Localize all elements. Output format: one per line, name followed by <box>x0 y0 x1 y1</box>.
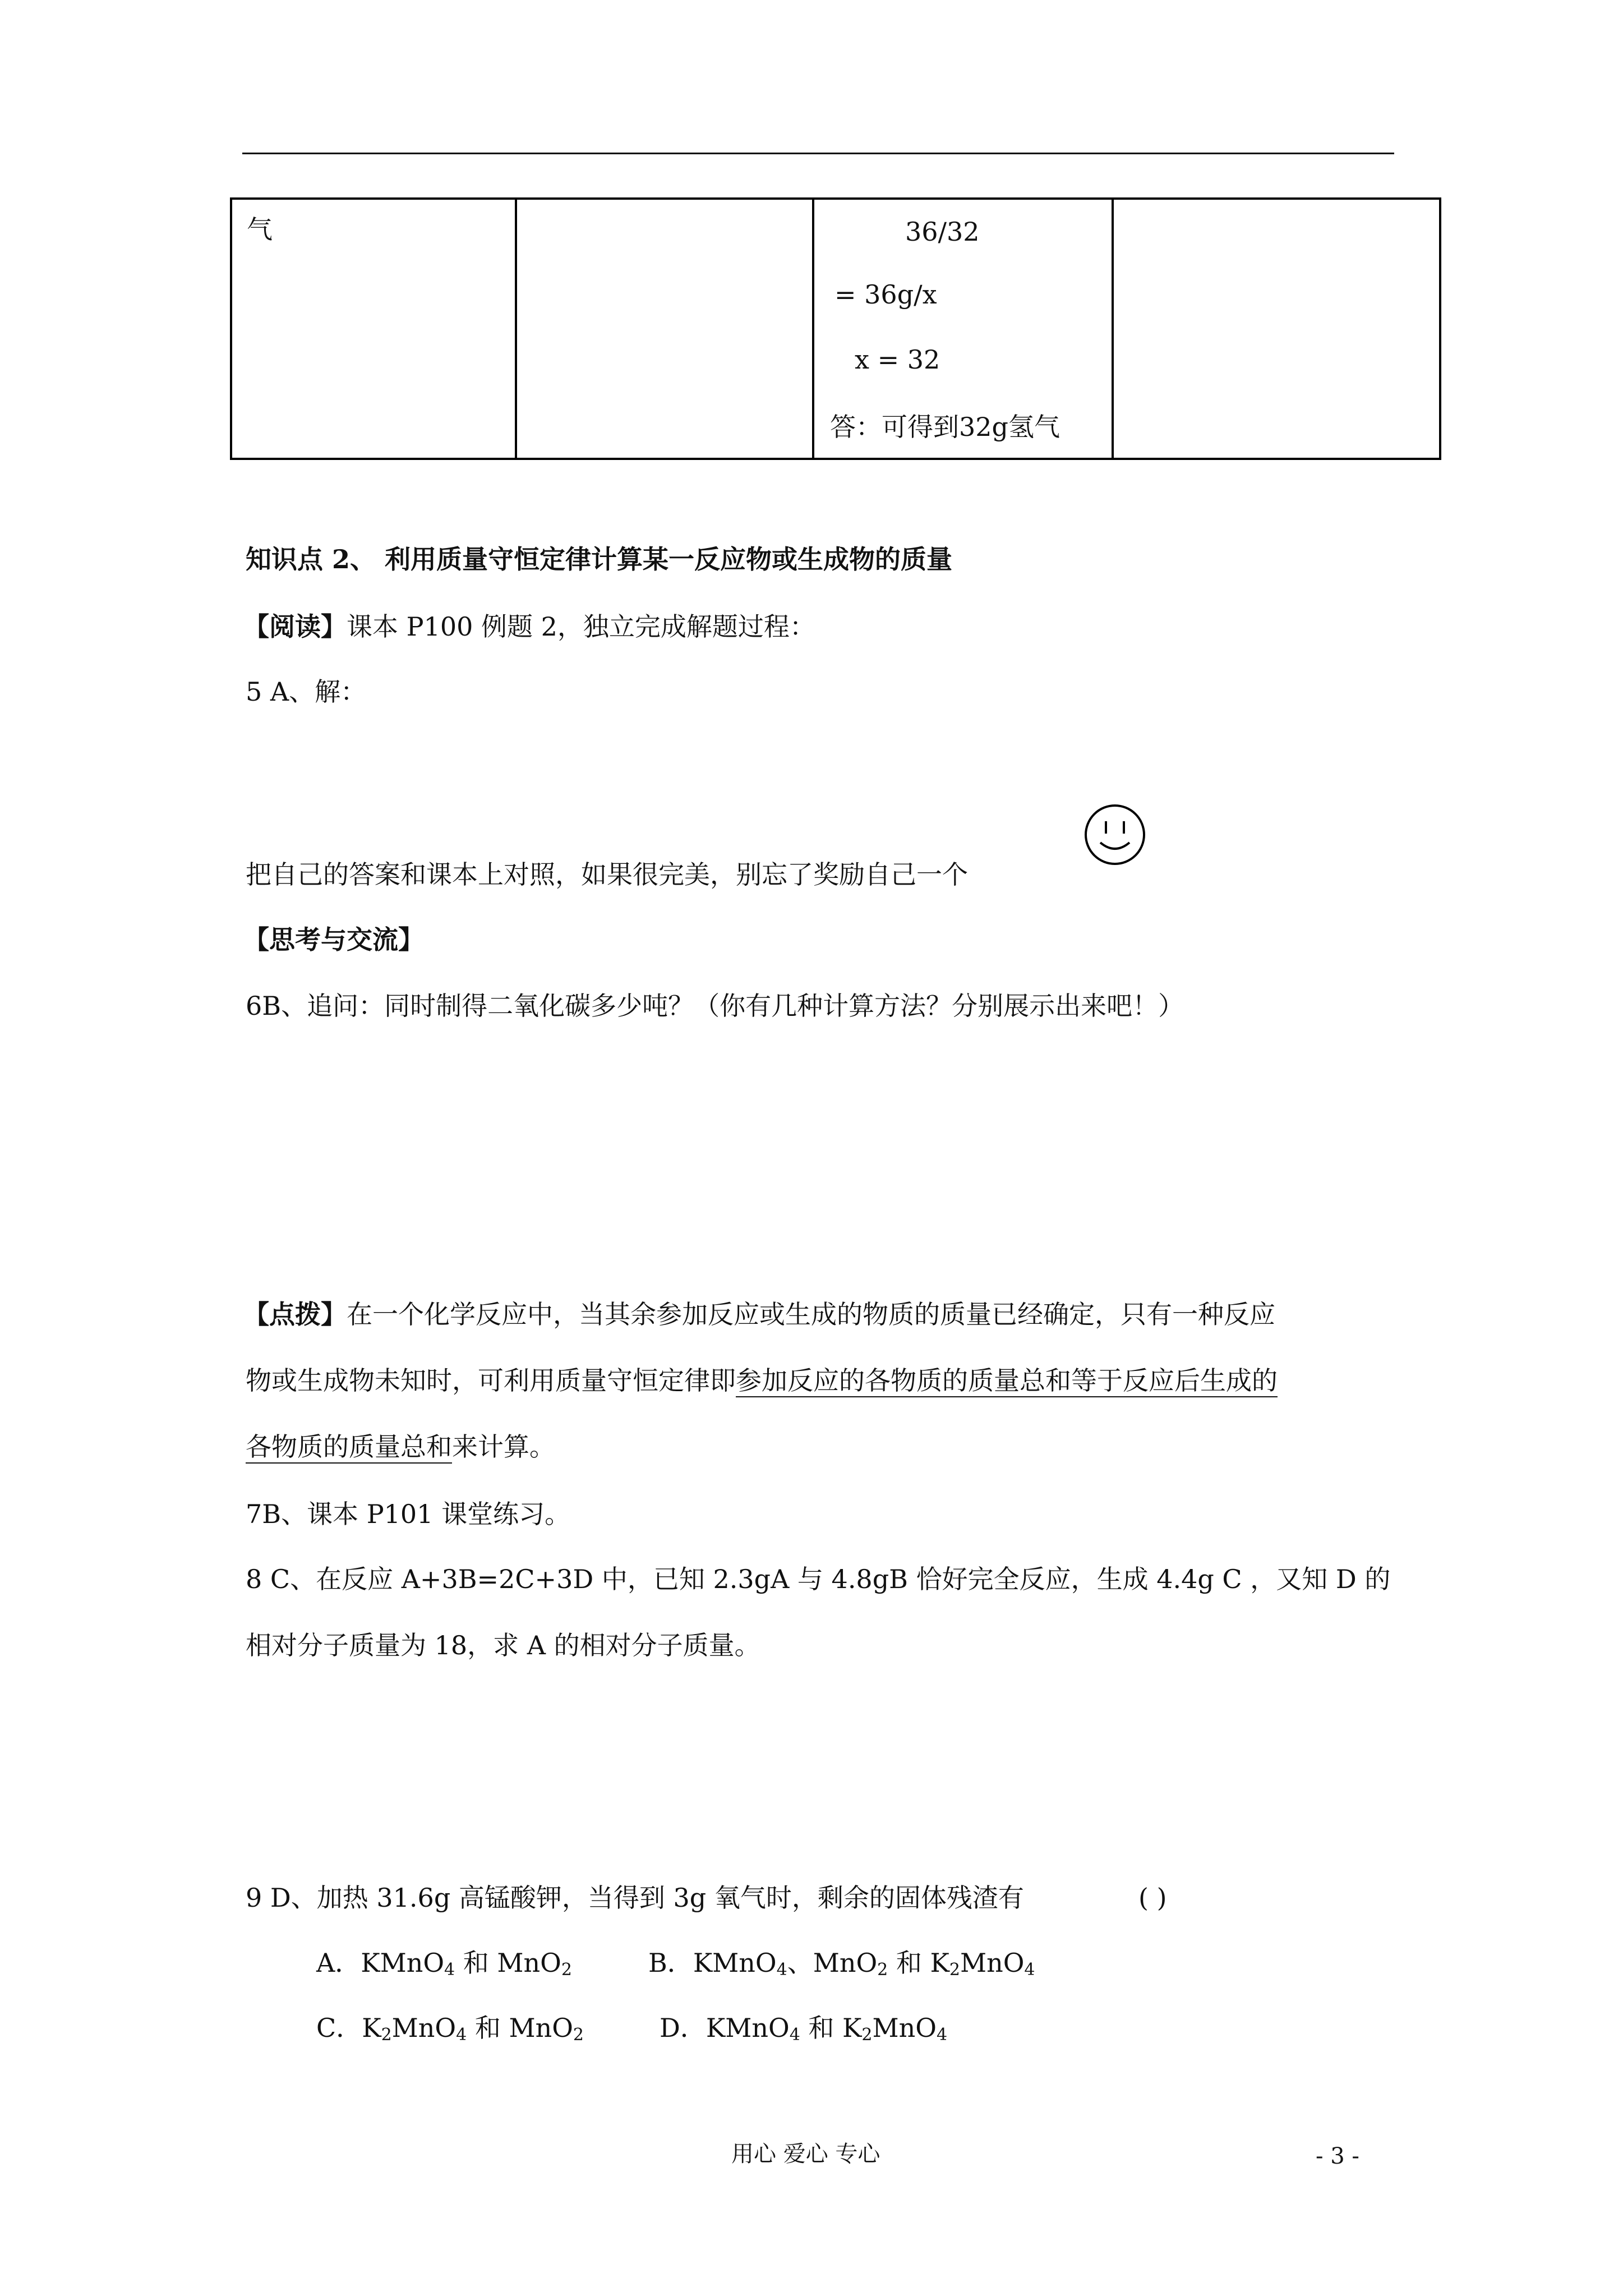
read-label: 【阅读】 <box>243 611 347 642</box>
tip-text-plain: 物或生成物未知时，可利用质量守恒定律即 <box>246 1365 736 1396</box>
question-8-line-2: 相对分子质量为 18，求 A 的相对分子质量。 <box>246 1630 760 1660</box>
tip-text-underlined: 各物质的质量总和 <box>246 1432 452 1462</box>
smiley-icon <box>1081 801 1149 868</box>
tip-line-2 <box>246 1365 1278 1396</box>
table-cell-answer: 答：可得到32g氢气 <box>830 412 1060 442</box>
tip-label: 【点拨】 <box>243 1299 347 1329</box>
check-text: 把自己的答案和课本上对照，如果很完美，别忘了奖励自己一个 <box>246 859 968 890</box>
tip-text-underlined: 参加反应的各物质的质量总和等于反应后生成的 <box>736 1365 1278 1396</box>
tip-line-3 <box>246 1434 555 1460</box>
read-line <box>243 611 815 642</box>
question-8-line-1: 8 C、在反应 A+3B=2C+3D 中，已知 2.3gA 与 4.8gB 恰好完全反应，生成 4.4g C ，又知 D 的 <box>246 1564 1391 1594</box>
option-d-letter: D． <box>660 2013 706 2043</box>
section-heading: 知识点 2、 利用质量守恒定律计算某一反应物或生成物的质量 <box>246 544 953 574</box>
question-5: 5 A、解： <box>246 677 367 707</box>
tip-text: 在一个化学反应中，当其余参加反应或生成的物质的质量已经确定，只有一种反应 <box>347 1299 1275 1329</box>
option-a: A．KMnO$_4$ 和 MnO$_2$ <box>316 1948 572 1980</box>
solution-table <box>230 197 1441 460</box>
tip-text-plain: 来计算。 <box>452 1432 555 1462</box>
footer-motto: 用心 爱心 专心 <box>731 2141 880 2167</box>
question-7: 7B、课本 P101 课堂练习。 <box>246 1499 571 1529</box>
table-cell-result: x = 32 <box>855 344 940 375</box>
table-cell-ratio: 36/32 <box>905 217 980 247</box>
option-a-letter: A． <box>316 1948 361 1978</box>
table-divider <box>1112 200 1114 458</box>
tip-line-1 <box>243 1301 1275 1327</box>
option-c-letter: C． <box>316 2013 362 2043</box>
answer-parentheses: ( ) <box>1138 1883 1167 1913</box>
option-b: B．KMnO$_4$、MnO$_2$ 和 $K_2MnO_4$ <box>648 1948 1035 1980</box>
page-number: - 3 - <box>1316 2143 1359 2169</box>
option-b-letter: B． <box>648 1948 693 1978</box>
table-cell-equation: = 36g/x <box>834 279 937 310</box>
option-d: D．KMnO$_4$ 和 $K_2MnO_4$ <box>660 2013 948 2045</box>
question-6: 6B、追问：同时制得二氧化碳多少吨？（你有几种计算方法？分别展示出来吧！） <box>246 991 1184 1021</box>
question-9: 9 D、加热 31.6g 高锰酸钾，当得到 3g 氧气时，剩余的固体残渣有 <box>246 1883 1024 1913</box>
table-divider <box>812 200 814 458</box>
think-label: 【思考与交流】 <box>243 924 424 955</box>
table-divider <box>515 200 517 458</box>
header-rule <box>242 153 1394 154</box>
option-c: C．$K_2MnO_4$ 和 MnO$_2$ <box>316 2013 584 2045</box>
read-text: 课本 P100 例题 2，独立完成解题过程： <box>347 611 815 642</box>
table-cell-col1: 气 <box>247 214 273 245</box>
